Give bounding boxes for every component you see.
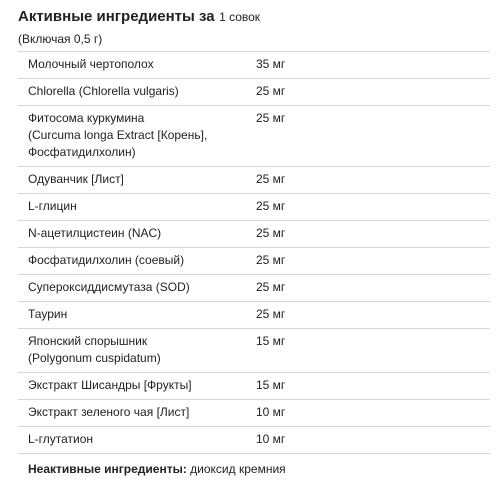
table-row	[18, 302, 490, 329]
table-row	[18, 400, 490, 427]
table-row	[18, 79, 490, 106]
table-row	[18, 106, 490, 167]
ingredient-name: Супероксиддисмутаза (SOD)	[28, 280, 190, 294]
ingredient-amount: 10 мг	[256, 405, 286, 419]
ingredient-amount: 15 мг	[256, 378, 286, 392]
ingredient-name: Одуванчик [Лист]	[28, 172, 124, 186]
ingredients-table	[18, 51, 490, 454]
table-row	[18, 329, 490, 373]
inactive-ingredients-value: диоксид кремния	[190, 462, 286, 476]
table-row	[18, 167, 490, 194]
serving-weight-note: (Включая 0,5 г)	[18, 32, 103, 46]
ingredient-amount: 35 мг	[256, 57, 286, 71]
ingredient-amount: 25 мг	[256, 280, 286, 294]
table-row	[18, 248, 490, 275]
ingredient-name: L-глицин	[28, 199, 77, 213]
ingredient-name: N-ацетилцистеин (NAC)	[28, 226, 162, 240]
ingredient-name: Экстракт Шисандры [Фрукты]	[28, 378, 192, 392]
ingredient-amount: 25 мг	[256, 226, 286, 240]
ingredient-name: Молочный чертополох	[28, 57, 154, 71]
ingredient-name: Фитосома куркумина (Curcuma longa Extract [Корень], Фосфатидилхолин)	[28, 111, 208, 159]
ingredient-amount: 25 мг	[256, 253, 286, 267]
serving-size: 1 совок	[219, 10, 261, 24]
ingredient-amount: 25 мг	[256, 111, 286, 125]
table-row	[18, 194, 490, 221]
ingredient-name: Японский спорышник (Polygonum cuspidatum)	[28, 334, 161, 365]
table-row	[18, 275, 490, 302]
ingredient-name: Экстракт зеленого чая [Лист]	[28, 405, 190, 419]
ingredient-name: Таурин	[28, 307, 68, 321]
ingredient-amount: 25 мг	[256, 307, 286, 321]
inactive-ingredients-label: Неактивные ингредиенты:	[28, 462, 187, 476]
ingredient-amount: 25 мг	[256, 199, 286, 213]
ingredient-amount: 25 мг	[256, 172, 286, 186]
table-row	[18, 427, 490, 454]
ingredient-name: Фосфатидилхолин (соевый)	[28, 253, 185, 267]
table-row	[18, 52, 490, 79]
table-row	[18, 373, 490, 400]
active-ingredients-title: Активные ингредиенты за	[18, 8, 215, 25]
ingredient-amount: 15 мг	[256, 334, 286, 348]
inactive-ingredients	[18, 454, 490, 477]
table-row	[18, 221, 490, 248]
panel-heading	[18, 0, 490, 26]
ingredient-name: L-глутатион	[28, 432, 94, 446]
ingredient-amount: 25 мг	[256, 84, 286, 98]
ingredient-amount: 10 мг	[256, 432, 286, 446]
ingredient-name: Chlorella (Chlorella vulgaris)	[28, 84, 179, 98]
